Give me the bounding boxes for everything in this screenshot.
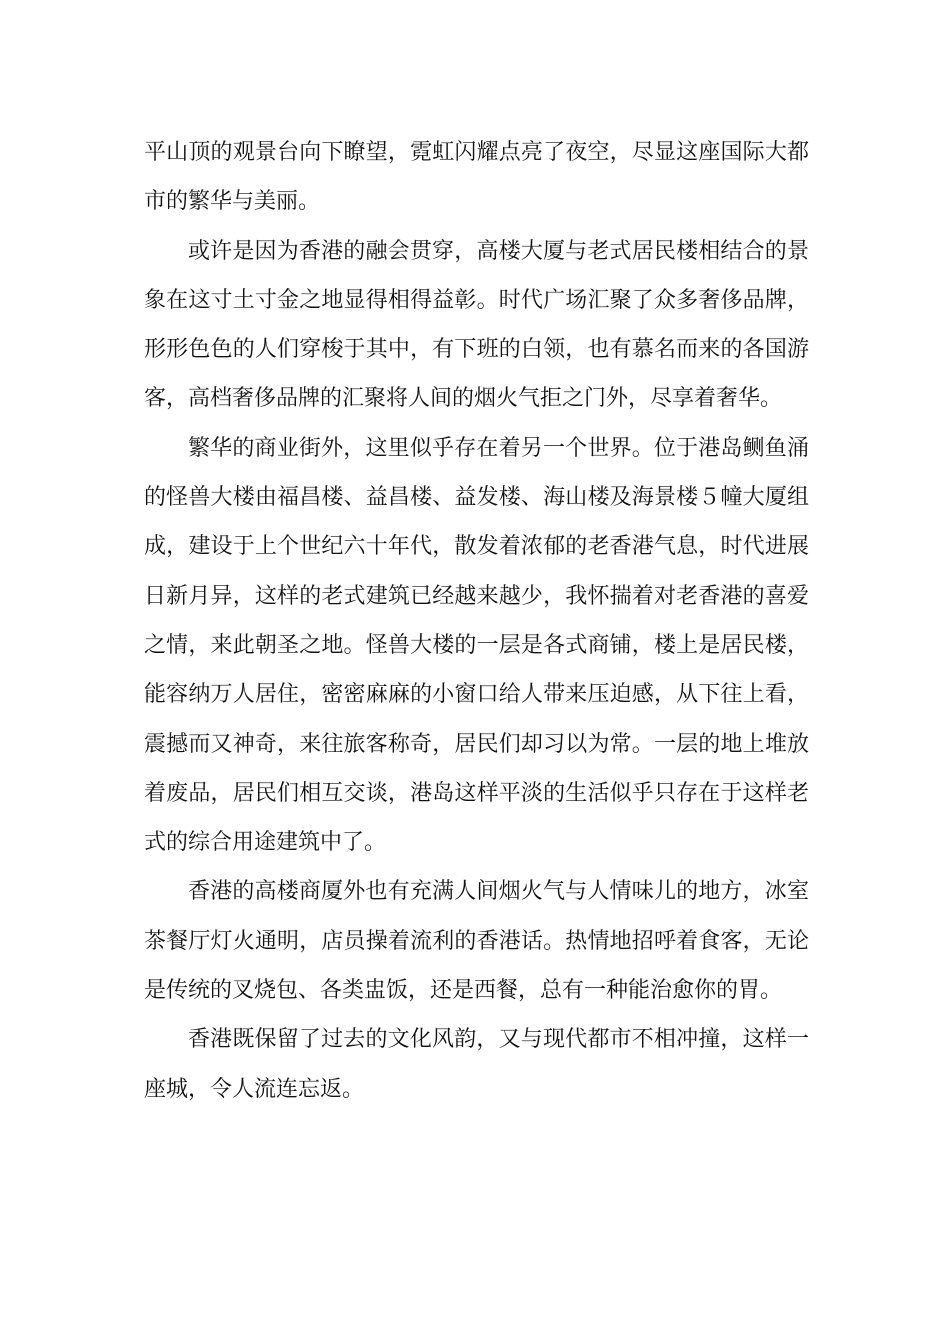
paragraph-5: 香港既保留了过去的文化风韵，又与现代都市不相冲撞，这样一座城，令人流连忘返。 bbox=[144, 1027, 809, 1102]
paragraph-3: 繁华的商业街外，这里似乎存在着另一个世界。位于港岛鲗鱼涌的怪兽大楼由福昌楼、益昌楼、益发楼、海山楼及海景楼５幢大厦组成，建设于上个世纪六十年代，散发着浓郁的老香港气息，时代进展日新月异，这样的老式建筑已经越来越少，我怀揣着对老香港的喜爱之情，来此朝圣之地。怪兽大楼的一层是各式商铺，楼上是居民楼，能容纳万人居住，密密麻麻的小窗口给人带来压迫感，从下往上看，震撼而又神奇，来往旅客称奇，居民们却习以为常。一层的地上堆放着废品，居民们相互交谈，港岛这样平淡的生活似乎只存在于这样老式的综合用途建筑中了。 bbox=[144, 435, 809, 856]
paragraph-4: 香港的高楼商厦外也有充满人间烟火气与人情味儿的地方，冰室茶餐厅灯火通明，店员操着流利的香港话。热情地招呼着食客，无论是传统的叉烧包、各类盅饭，还是西餐，总有一种能治愈你的胃。 bbox=[144, 879, 809, 1004]
document-body bbox=[144, 128, 809, 1114]
paragraph-1: 平山顶的观景台向下瞭望，霓虹闪耀点亮了夜空，尽显这座国际大都市的繁华与美丽。 bbox=[144, 140, 809, 215]
paragraph-2: 或许是因为香港的融会贯穿，高楼大厦与老式居民楼相结合的景象在这寸土寸金之地显得相得益彰。时代广场汇聚了众多奢侈品牌，形形色色的人们穿梭于其中，有下班的白领，也有慕名而来的各国游客，高档奢侈品牌的汇聚将人间的烟火气拒之门外，尽享着奢华。 bbox=[144, 238, 809, 412]
